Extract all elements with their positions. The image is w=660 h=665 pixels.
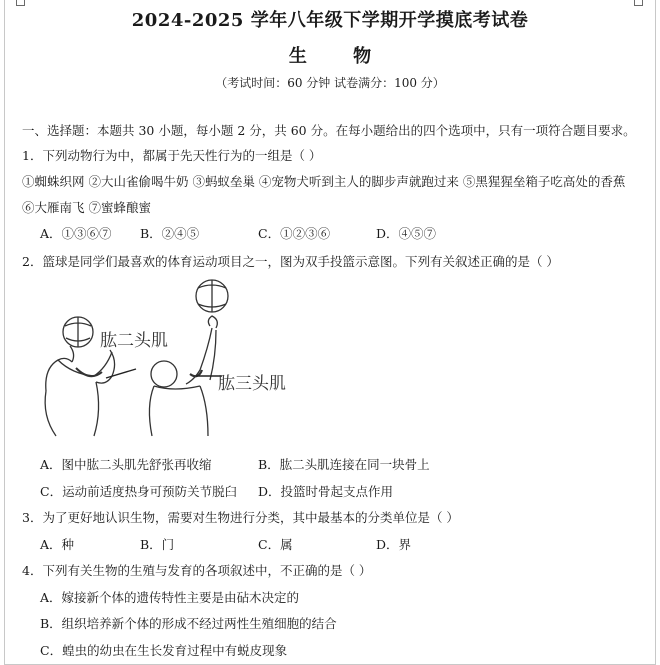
question-1-stem: 1．下列动物行为中，都属于先天性行为的一组是（ ） — [22, 148, 322, 163]
question-4-option-a: A．嫁接新个体的遗传特性主要是由砧木决定的 — [40, 590, 300, 605]
question-4-stem: 4．下列有关生物的生殖与发育的各项叙述中，不正确的是（ ） — [22, 563, 372, 578]
question-4-option-c: C．蝗虫的幼虫在生长发育过程中有蜕皮现象 — [40, 643, 288, 658]
question-2-option-a: A．图中肱二头肌先舒张再收缩 — [40, 457, 212, 472]
question-1-option-c: C．①②③⑥ — [258, 226, 331, 241]
question-1-option-a: A．①③⑥⑦ — [40, 226, 112, 241]
question-2-option-c: C．运动前适度热身可预防关节脱臼 — [40, 484, 238, 499]
question-2-option-d: D．投篮时骨起支点作用 — [258, 484, 394, 499]
question-2-stem: 2．篮球是同学们最喜欢的体育运动项目之一，图为双手投篮示意图。下列有关叙述正确的是（ ） — [22, 254, 559, 269]
question-1-list-line-2: ⑥大雁南飞 ⑦蜜蜂酿蜜 — [22, 200, 151, 215]
question-3-option-c: C．属 — [258, 537, 293, 552]
question-3-option-b: B．门 — [140, 537, 175, 552]
exam-title: 2024-2025 学年八年级下学期开学摸底考试卷 — [131, 10, 529, 31]
player-right-illustration — [149, 280, 228, 436]
section-heading: 一、选择题：本题共 30 小题，每小题 2 分，共 60 分。在每小题给出的四个选项中，只有一项符合题目要求。 — [22, 123, 636, 138]
basketball-shooting-figure — [36, 276, 326, 444]
question-1-list-line-1: ①蜘蛛织网 ②大山雀偷喝牛奶 ③蚂蚁垒巢 ④宠物犬听到主人的脚步声就跑过来 ⑤黑猩猩垒箱子吃高处的香蕉 — [22, 174, 626, 189]
question-3-stem: 3．为了更好地认识生物，需要对生物进行分类，其中最基本的分类单位是（ ） — [22, 510, 459, 525]
question-3-option-a: A．种 — [40, 537, 75, 552]
exam-info: （考试时间：60 分钟 试卷满分：100 分） — [215, 76, 445, 90]
subject-title: 生 物 — [288, 46, 392, 67]
question-4-option-b: B．组织培养新个体的形成不经过两性生殖细胞的结合 — [40, 616, 337, 631]
question-1-option-d: D．④⑤⑦ — [376, 226, 437, 241]
question-3-option-d: D．界 — [376, 537, 412, 552]
label-triceps: 肱三头肌 — [218, 374, 286, 394]
question-2-option-b: B．肱二头肌连接在同一块骨上 — [258, 457, 430, 472]
label-biceps: 肱二头肌 — [100, 331, 168, 351]
question-1-option-b: B．②④⑤ — [140, 226, 200, 241]
